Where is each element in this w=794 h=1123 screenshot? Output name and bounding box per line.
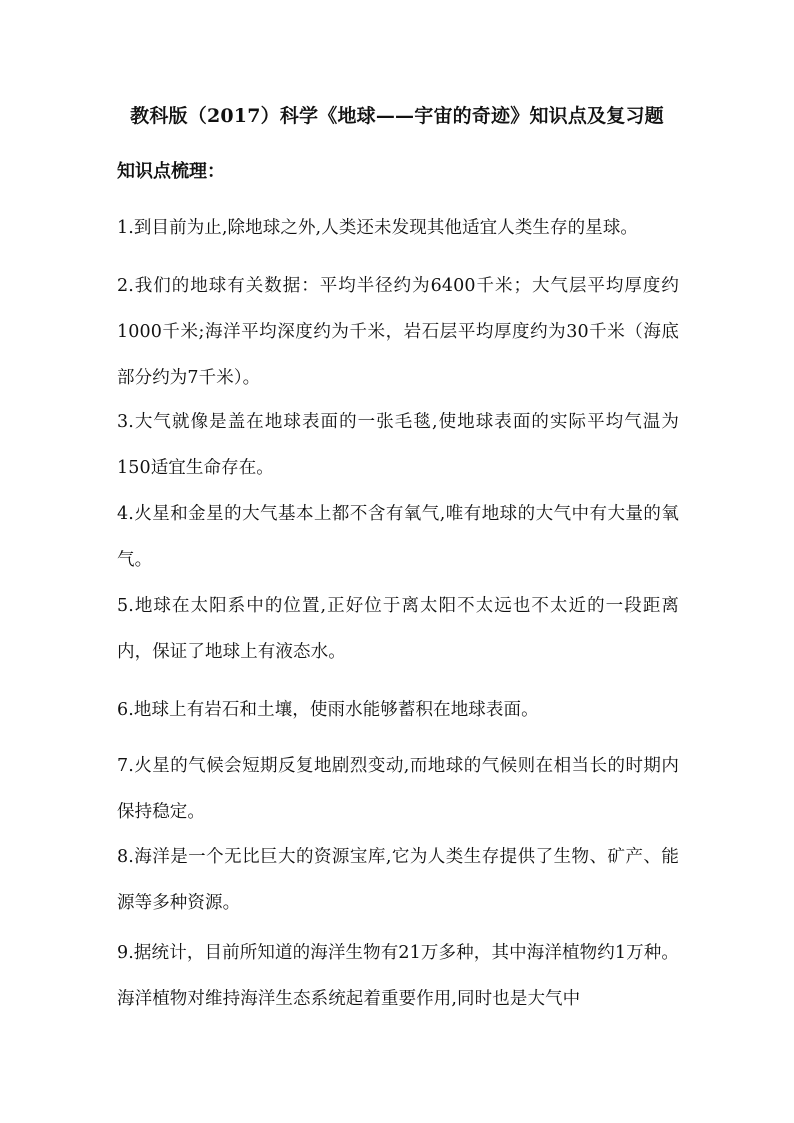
paragraph-5: 5.地球在太阳系中的位置,正好位于离太阳不太远也不太近的一段距离内，保证了地球上有液态水。	[117, 596, 679, 662]
paragraph-3: 3.大气就像是盖在地球表面的一张毛毯,使地球表面的实际平均气温为150适宜生命存在。	[117, 412, 679, 478]
paragraph-7: 7.火星的气候会短期反复地剧烈变动,而地球的气候则在相当长的时期内保持稳定。	[117, 756, 679, 822]
document-title: 教科版（2017）科学《地球——宇宙的奇迹》知识点及复习题	[130, 105, 664, 127]
paragraph-4: 4.火星和金星的大气基本上都不含有氧气,唯有地球的大气中有大量的氧气。	[117, 504, 679, 570]
paragraph-9: 9.据统计，目前所知道的海洋生物有21万多种，其中海洋植物约1万种。海洋植物对维持海洋生态系统起着重要作用,同时也是大气中	[117, 943, 679, 1009]
section-heading: 知识点梳理：	[117, 161, 225, 182]
paragraph-8: 8.海洋是一个无比巨大的资源宝库,它为人类生存提供了生物、矿产、能源等多种资源。	[117, 847, 679, 913]
paragraph-2: 2.我们的地球有关数据：平均半径约为6400千米；大气层平均厚度约1000千米;海洋平均深度约为千米，岩石层平均厚度约为30千米（海底部分约为7千米）。	[117, 276, 679, 388]
paragraph-6: 6.地球上有岩石和土壤，使雨水能够蓄积在地球表面。	[117, 700, 539, 720]
paragraph-1: 1.到目前为止,除地球之外,人类还未发现其他适宜人类生存的星球。	[117, 218, 639, 238]
